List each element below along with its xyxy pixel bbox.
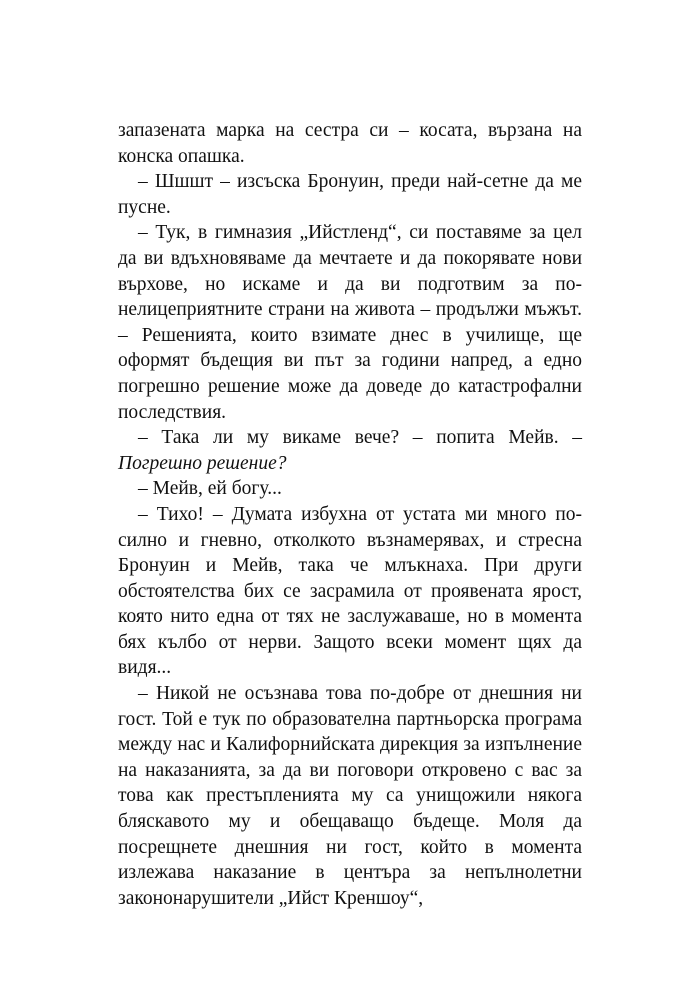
paragraph-2: – Шшшт – изсъска Бронуин, преди най-сетне да ме пусне. xyxy=(118,171,582,218)
paragraph-3: – Тук, в гимназия „Ийстленд“, си поставяме за цел да ви вдъхновяваме да мечтаете и да покорявате нови върхове, но искаме и да ви подготвим за по-нелицеприятните страни на живота – продължи мъжът. – Решенията, които взимате днес в училище, ще оформят бъдещия ви път за години напред, а едно погрешно решение може да доведе до катастрофални последствия. xyxy=(118,222,582,423)
paragraph-1: запазената марка на сестра си – косата, вързана на конска опашка. xyxy=(118,120,582,167)
paragraph-5: – Мейв, ей богу... xyxy=(138,478,282,500)
paragraph-4-italic: Погрешно решение? xyxy=(118,452,287,474)
paragraph-4-text: – Така ли му викаме вече? – попита Мейв. – xyxy=(138,427,582,449)
paragraph-4 xyxy=(118,425,582,476)
paragraph-7: – Никой не осъзнава това по-добре от днешния ни гост. Той е тук по образователна партньорска програма между нас и Калифорнийската дирекция за изпълнение на наказанията, за да ви поговори откровено с вас за това как престъпленията му са унищожили някога бляскавото му и обещаващо бъдеще. Моля да посрещнете днешния ни гост, който в момента излежава наказание в центъра за непълнолетни закононарушители „Ийст Креншоу“, xyxy=(118,683,582,909)
body-text xyxy=(118,118,582,911)
paragraph-6: – Тихо! – Думата избухна от устата ми много по-силно и гневно, отколкото възнамерявах, и стресна Бронуин и Мейв, така че млъкнаха. При други обстоятелства бих се засрамила от проявената ярост, която нито една от тях не заслужаваше, но в момента бях кълбо от нерви. Защото всеки момент щях да видя... xyxy=(118,503,582,679)
